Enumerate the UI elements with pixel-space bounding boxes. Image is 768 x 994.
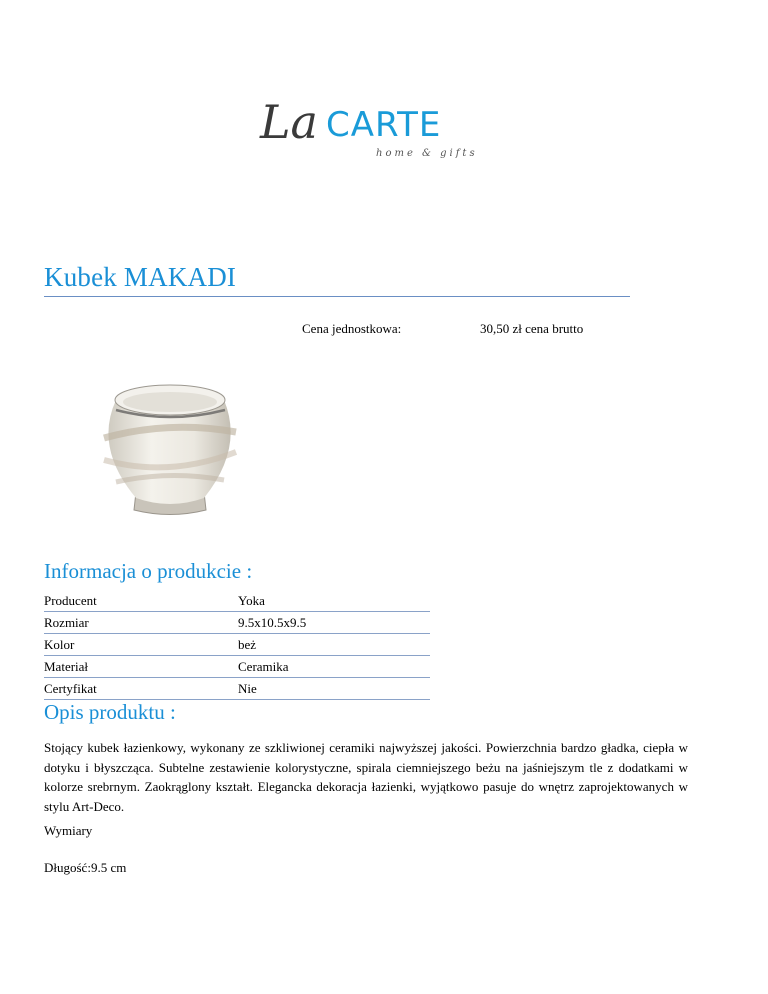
description-heading: Opis produktu :	[44, 700, 176, 724]
info-value: Nie	[238, 680, 257, 696]
info-key: Producent	[44, 592, 97, 608]
info-value: Ceramika	[238, 658, 289, 674]
price-label: Cena jednostkowa:	[302, 321, 402, 336]
logo-la: La	[260, 95, 318, 149]
info-heading: Informacja o produkcie :	[44, 559, 253, 583]
info-row-color	[44, 634, 430, 656]
dimensions-label: Wymiary	[44, 823, 93, 838]
description-text: Stojący kubek łazienkowy, wykonany ze szkliwionej ceramiki najwyższej jakości. Powierzchnia bardzo gładka, ciepła w dotyku i błyszcząca. Subtelne zestawienie kolorystyczne, spirala ciemniejszego beżu na jaśniejszym tle z dodatkami w kolorze srebrnym. Zaokrąglony kształt. Elegancka dekoracja łazienki, wyjątkowo pasuje do wnętrz zaprojektowanych w stylu Art-Deco.	[44, 740, 688, 814]
info-row-material	[44, 656, 430, 678]
info-value: beż	[238, 636, 257, 652]
info-row-size	[44, 612, 430, 634]
info-key: Rozmiar	[44, 614, 89, 630]
title-divider	[44, 296, 630, 297]
info-key: Materiał	[44, 658, 89, 674]
logo-carte: CARTE	[326, 105, 442, 145]
brand-logo	[258, 84, 478, 164]
info-value: Yoka	[238, 592, 265, 608]
dimension-length: Długość:9.5 cm	[44, 860, 127, 875]
info-key: Kolor	[44, 636, 75, 652]
info-value: 9.5x10.5x9.5	[238, 614, 307, 630]
info-row-certificate	[44, 678, 430, 700]
price-value: 30,50 zł cena brutto	[480, 321, 584, 336]
product-image	[44, 320, 276, 530]
info-table	[44, 590, 430, 700]
info-row-producer	[44, 590, 430, 612]
logo-tagline: home & gifts	[376, 148, 478, 159]
product-title: Kubek MAKADI	[44, 262, 237, 292]
info-key: Certyfikat	[44, 680, 97, 696]
